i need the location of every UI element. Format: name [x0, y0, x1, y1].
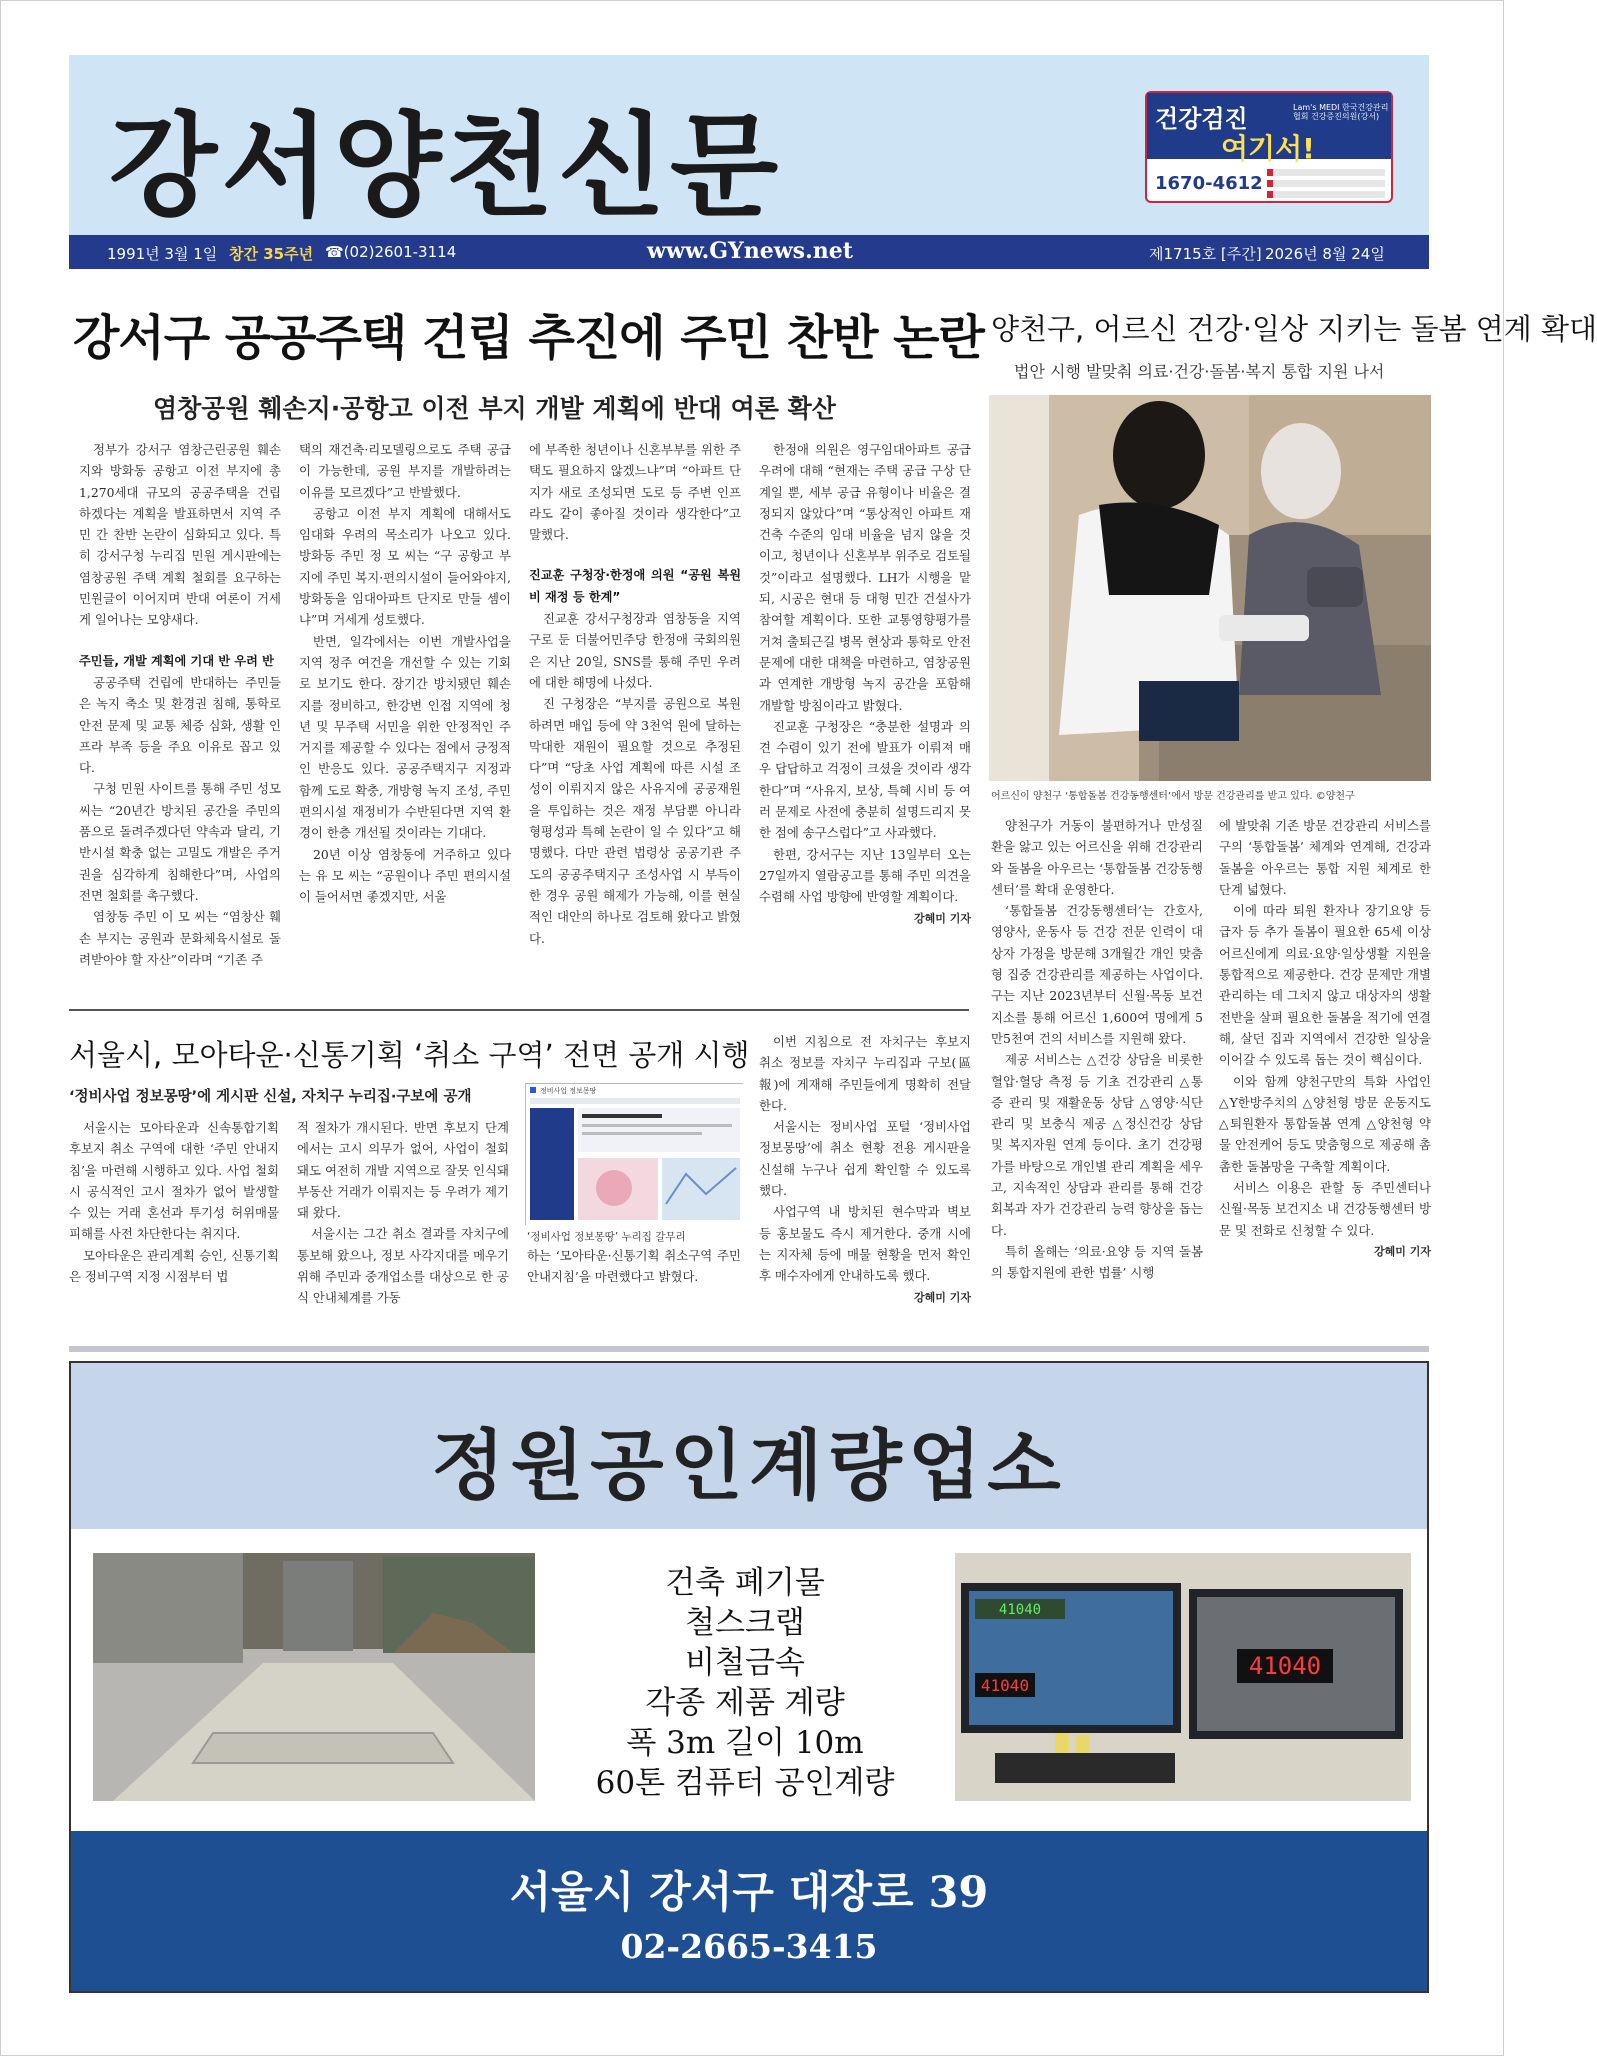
- founded-date: 1991년 3월 1일: [107, 245, 218, 263]
- masthead: [69, 55, 1429, 235]
- website-screenshot: [525, 1083, 743, 1225]
- paragraph: 하는 ‘모아타운·신통기획 취소구역 주민 안내지침’을 마련했다고 밝혔다.: [527, 1248, 741, 1285]
- paragraph: 서울시는 모아타운과 신속통합기획 후보지 취소 구역에 대한 ‘주민 안내지침’을 마련해 시행하고 있다. 사업 철회 시 공식적인 고시 절차가 없어 발생할 수 있는 거래 혼선과 투기성 허위매물 피해를 사전 차단한다는 취지다.: [69, 1120, 279, 1242]
- feature-column-1: [991, 815, 1203, 1284]
- weighing-station-ad[interactable]: [69, 1361, 1429, 1993]
- health-ad-phone: 1670-4612: [1155, 173, 1263, 194]
- weighbridge-photo: [93, 1553, 535, 1801]
- paragraph: 공항고 이전 부지 계획에 대해서도 임대화 우려의 목소리가 나오고 있다. 방화동 주민 정 모 씨는 “구 공항고 부지에 주민 복지·편의시설이 들어와야지, 방화동을 임대아파트 단지로 만들 셈이냐”며 거세게 성토했다.: [299, 505, 511, 628]
- paragraph: 제공 서비스는 △건강 상담을 비롯한 혈압·혈당 측정 등 기초 건강관리 △통증 관리 및 재활운동 상담 △영양·식단 관리 및 보충식 제공 △정신건강 상담 및 복지자원 연계 등이다. 초기 건강평가를 바탕으로 개인별 관리 계획을 세우고, 지속적인 상담과 관리를 통해 건강 회복과 자가 건강관리 능력 향상을 돕는다.: [991, 1052, 1203, 1238]
- paragraph: 이에 따라 퇴원 환자나 장기요양 등급자 등 추가 돌봄이 필요한 65세 이상 어르신에게 의료·요양·일상생활 지원을 통합적으로 제공한다. 건강 문제만 개별 관리하는 데 그치지 않고 대상자의 생활 전반을 살펴 필요한 돌봄을 적기에 연결해, 살던 집과 지역에서 건강한 일상을 이어갈 수 있도록 돕는 것이 핵심이다.: [1219, 903, 1431, 1068]
- scale-readout: 41040: [1248, 1652, 1322, 1680]
- service-item: 건축 폐기물: [665, 1565, 825, 1601]
- anniversary-label: 창간 35주년: [229, 245, 314, 263]
- care-visit-photo: [989, 395, 1431, 781]
- section-heading: 진교훈 구청장·한정애 의원 “공원 복원비 재정 등 한계”: [529, 568, 741, 604]
- service-item: 폭 3m 길이 10m: [626, 1725, 864, 1761]
- business-name: 정원공인계량업소: [431, 1421, 1067, 1510]
- reporter-byline: 강혜미 기자: [1374, 1244, 1431, 1258]
- paragraph: 염창동 주민 이 모 씨는 “염창산 훼손 부지는 공원과 문화체육시설로 돌려받아야 할 자산”이라며 “기존 주: [79, 909, 281, 967]
- paragraph: 반면, 일각에서는 이번 개발사업을 지역 정주 여건을 개선할 수 있는 기회로 보기도 한다. 장기간 방치됐던 훼손지를 정비하고, 한강변 인접 지역에 청년 및 무주택 서민을 위한 안정적인 주거지를 제공할 수 있다는 점에서 긍정적인 반응도 있다. 공공주택지구 지정과 함께 도로 확충, 개방형 녹지 조성, 주민 편의시설 재정비가 수반된다면 지역 환경이 한층 개선될 것이라는 기대다.: [299, 633, 511, 841]
- paragraph: 양천구가 거동이 불편하거나 만성질환을 앓고 있는 어르신을 위해 건강관리와 돌봄을 아우르는 ‘통합돌봄 건강동행센터’를 확대 운영한다.: [991, 818, 1203, 897]
- paragraph: 서울시는 정비사업 포털 ‘정비사업 정보몽땅’에 취소 현황 전용 게시판을 신설해 누구나 쉽게 확인할 수 있도록 했다.: [759, 1119, 971, 1199]
- seoul-column-2: [297, 1117, 509, 1309]
- issue-number: 제1715호 [주간]: [1149, 245, 1262, 263]
- business-address: 서울시 강서구 대장로 39: [509, 1868, 989, 1918]
- business-phone[interactable]: 02-2665-3415: [620, 1927, 878, 1966]
- seoul-column-1: [69, 1117, 279, 1287]
- info-bar: [69, 235, 1429, 269]
- paragraph: ‘통합돌봄 건강동행센터’는 간호사, 영양사, 운동사 등 건강 전문 인력이 대상자 가정을 방문해 3개월간 개인 맞춤형 집중 건강관리를 제공하는 사업이다. 구는 지난 2023년부터 신월·목동 보건지소를 통해 어르신 1,600여 명에게 5만5천여 건의 서비스를 지원해 왔다.: [991, 903, 1203, 1046]
- main-article-column-3: [529, 439, 741, 949]
- health-ad-list: [1267, 169, 1385, 202]
- contact-phone: ☎(02)2601-3114: [325, 243, 457, 261]
- paragraph: 에 부족한 청년이나 신혼부부를 위한 주택도 필요하지 않겠느냐”며 “아파트 단지가 새로 조성되면 도로 등 주변 인프라도 같이 좋아질 것이라 생각한다”고 말했다.: [529, 442, 741, 543]
- paragraph: 진교훈 강서구청장과 염창동을 지역구로 둔 더불어민주당 한정애 국회의원은 지난 20일, SNS를 통해 주민 우려에 대한 해명에 나섰다.: [529, 611, 741, 690]
- paragraph: 이와 함께 양천구만의 특화 사업인 △Y한방주치의 △양천형 방문 운동지도 △퇴원환자 통합돌봄 연계 △양천형 약물 안전케어 등도 맞춤형으로 제공해 촘촘한 돌봄망을 구축할 계획이다.: [1219, 1073, 1431, 1174]
- paragraph: 한편, 강서구는 지난 13일부터 오는 27일까지 열람공고를 통해 주민 의견을 수렴해 사업 방향에 반영할 계획이다.: [759, 846, 971, 905]
- ad-divider: [69, 1346, 1429, 1352]
- paragraph: 특히 올해는 ‘의료·요양 등 지역 돌봄의 통합지원에 관한 법률’ 시행: [991, 1243, 1203, 1281]
- main-article-column-1: [79, 439, 281, 970]
- seoul-headline: 서울시, 모아타운·신통기획 ‘취소 구역’ 전면 공개 시행: [69, 1038, 750, 1072]
- main-article-column-4: [759, 439, 971, 929]
- seoul-column-4: [759, 1031, 971, 1308]
- paragraph: 적 절차가 개시된다. 반면 후보지 단계에서는 고시 의무가 없어, 사업이 철회돼도 여전히 개발 지역으로 잘못 인식돼 부동산 거래가 이뤄지는 등 우려가 제기돼 왔다.: [297, 1120, 509, 1221]
- main-article-column-2: [299, 439, 511, 908]
- publication-date: 2026년 8월 24일: [1265, 245, 1385, 263]
- screenshot-site-name: 정비사업 정보몽땅: [540, 1087, 597, 1095]
- paragraph: 모아타운은 관리계획 승인, 신통기획은 정비구역 지정 시점부터 법: [69, 1247, 279, 1285]
- paragraph: 이번 지침으로 전 자치구는 후보지 취소 정보를 자치구 누리집과 구보(區報)에 게재해 주민들에게 명확히 전달한다.: [759, 1034, 971, 1113]
- monitor-readout-2: 41040: [980, 1676, 1030, 1695]
- paragraph: 진 구청장은 “부지를 공원으로 복원하려면 매입 등에 약 3천억 원에 달하는 막대한 재원이 필요할 것으로 추정된다”며 “당초 사업 계획에 따른 시설 조성이 이뤄지지 않은 사유지에 공공재원을 투입하는 것은 재정 부담뿐 아니라 형평성과 특혜 논란이 일 수 있다”고 해명했다. 다만 관련 법령상 공공기관 주도의 공공주택지구 조성사업 시 부득이한 경우 공원 해제가 가능해, 이를 현실적인 대안의 하나로 검토해 왔다고 밝혔다.: [529, 696, 741, 946]
- service-item: 비철금속: [685, 1645, 805, 1681]
- paragraph: 에 발맞춰 기존 방문 건강관리 서비스를 구의 ‘통합돌봄’ 체계와 연계해, 건강과 돌봄을 아우르는 통합 지원 체계로 한 단계 넓혔다.: [1219, 818, 1431, 897]
- feature-subhead: 법안 시행 발맞춰 의료·건강·돌봄·복지 통합 지원 나서: [1014, 362, 1385, 381]
- reporter-byline: 강혜미 기자: [914, 1290, 971, 1304]
- paragraph: 한정애 의원은 영구임대아파트 공급 우려에 대해 “현재는 주택 공급 구상 단계일 뿐, 세부 공급 유형이나 비율은 결정되지 않았다”며 “통상적인 아파트 재건축 수준의 임대 비율을 넘지 않을 것이고, 청년이나 신혼부부 위주로 검토될 것”이라고 설명했다. LH가 시행을 맡되, 시공은 현대 등 대형 민간 건설사가 참여할 계획이다. 또한 교통영향평가를 거쳐 출퇴근길 병목 현상과 통학로 안전 문제에 대한 대책을 마련하고, 염창공원과 연계한 개방형 녹지 공간을 포함해 개발할 방침이라고 밝혔다.: [759, 442, 971, 713]
- service-item: 각종 제품 계량: [645, 1685, 845, 1721]
- monitor-readout-1: 41040: [998, 1602, 1042, 1618]
- service-item: 철스크랩: [685, 1605, 805, 1641]
- section-heading: 주민들, 개발 계획에 기대 반 우려 반: [79, 653, 274, 668]
- ad-footer: [71, 1831, 1427, 1991]
- paragraph: 서비스 이용은 관할 동 주민센터나 신월·목동 보건지소 내 건강동행센터 방문 및 전화로 신청할 수 있다.: [1219, 1180, 1431, 1238]
- health-ad-line1: 건강검진: [1155, 105, 1248, 133]
- main-subhead: 염창공원 훼손지·공항고 이전 부지 개발 계획에 반대 여론 확산: [153, 394, 836, 423]
- paragraph: 20년 이상 염창동에 거주하고 있다는 유 모 씨는 “공원이나 주민 편의시설이 들어서면 좋겠지만, 서울: [299, 846, 511, 905]
- photo-caption: 어르신이 양천구 ‘통합돌봄 건강동행센터’에서 방문 건강관리를 받고 있다. ©양천구: [991, 791, 1355, 802]
- paragraph: 공공주택 건립에 반대하는 주민들은 녹지 축소 및 환경권 침해, 통학로 안전 문제 및 교통 체증 심화, 생활 인프라 부족 등을 주요 이유로 꼽고 있다.: [79, 674, 281, 776]
- computer-scale-photo: [955, 1553, 1411, 1801]
- screenshot-caption: ‘정비사업 정보몽땅’ 누리집 갈무리: [527, 1231, 686, 1243]
- paragraph: 구청 민원 사이트를 통해 주민 성모 씨는 “20년간 방치된 공간을 주민의 품으로 돌려주겠다던 약속과 달리, 기반시설 확충 없는 고밀도 개발은 주거권을 심각하게 침해한다”며, 사업의 전면 철회를 촉구했다.: [79, 781, 281, 903]
- health-checkup-ad[interactable]: [1145, 91, 1393, 203]
- paragraph: 택의 재건축·리모델링으로도 주택 공급이 가능한데, 공원 부지를 개발하려는 이유를 모르겠다”고 반발했다.: [299, 442, 511, 500]
- website-link[interactable]: www.GYnews.net: [647, 238, 853, 264]
- paragraph: 정부가 강서구 염창근린공원 훼손지와 방화동 공항고 이전 부지에 총 1,270세대 규모의 공공주택을 건립하겠다는 계획을 발표하면서 지역 주민 간 찬반 논란이 심화되고 있다. 특히 강서구청 누리집 민원 게시판에는 염창공원 주택 계획 철회를 요구하는 민원글이 이어지며 반대 여론이 거세게 일어나는 모양새다.: [79, 442, 281, 628]
- service-item: 60톤 컴퓨터 공인계량: [595, 1765, 895, 1801]
- paragraph: 사업구역 내 방치된 현수막과 벽보 등 홍보물도 즉시 제거한다. 중개 시에는 지자체 등에 매물 현황을 먼저 확인 후 매수자에게 안내하도록 했다.: [759, 1204, 971, 1284]
- health-ad-org: Lam's MEDI 한국건강관리협회 건강증진의원(강서): [1293, 103, 1389, 121]
- ad-header: [71, 1363, 1427, 1529]
- main-headline: 강서구 공공주택 건립 추진에 주민 찬반 논란: [73, 310, 984, 366]
- section-divider: [69, 1009, 969, 1011]
- paragraph: 진교훈 구청장은 “충분한 설명과 의견 수렴이 있기 전에 발표가 이뤄져 매우 답답하고 걱정이 크셨을 것이라 생각한다”며 “사유지, 보상, 특혜 시비 등 여러 문제로 사전에 충분히 설명드리지 못한 점에 송구스럽다”고 사과했다.: [759, 718, 971, 841]
- newspaper-title: 강서양천신문: [109, 102, 783, 232]
- seoul-subhead: ‘정비사업 정보몽땅’에 게시판 신설, 자치구 누리집·구보에 공개: [69, 1089, 472, 1105]
- feature-headline: 양천구, 어르신 건강·일상 지키는 돌봄 연계 확대: [991, 312, 1597, 346]
- service-list: [535, 1563, 955, 1803]
- reporter-byline: 강혜미 기자: [914, 911, 971, 925]
- feature-column-2: [1219, 815, 1431, 1262]
- health-ad-line2: 여기서!: [1221, 132, 1315, 165]
- health-ad-banner: [1147, 93, 1391, 165]
- paragraph: 서울시는 그간 취소 결과를 자치구에 통보해 왔으나, 정보 사각지대를 메우기 위해 주민과 중개업소를 대상으로 한 공식 안내체계를 가동: [297, 1226, 509, 1306]
- seoul-column-3: [527, 1245, 741, 1288]
